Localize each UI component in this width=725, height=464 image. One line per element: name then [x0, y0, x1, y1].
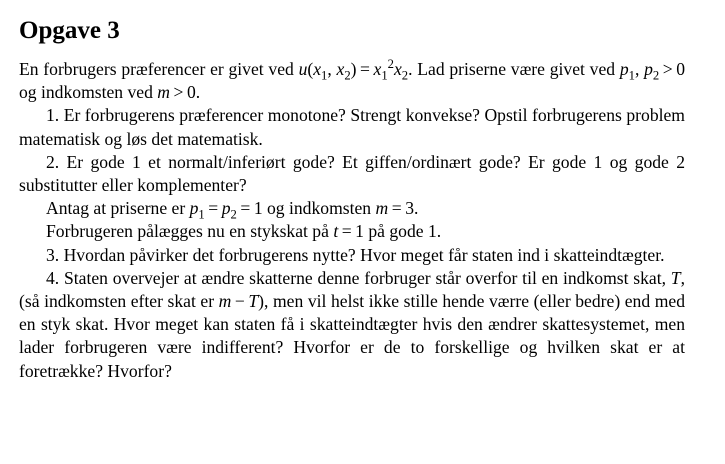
tax-rate: t = 1: [333, 221, 364, 242]
exercise-title: Opgave 3: [19, 17, 120, 44]
intro-text-a: En forbrugers præferencer er givet ved: [19, 59, 299, 79]
question-4-text-a: 4. Staten overvejer at ændre skatterne denne forbruger står overfor til en indkomst skat,: [46, 267, 671, 288]
intro-paragraph: [19, 58, 685, 104]
tax-text-a: Forbrugeren pålægges nu en stykskat på: [46, 221, 334, 242]
assumption-income: m = 3: [375, 198, 414, 219]
utility-formula: $u(x_1$, $x_2) = x_1^2x_2$: [298, 57, 409, 83]
question-4: [19, 267, 685, 383]
intro-text-b: . Lad priserne være givet ved: [408, 59, 620, 79]
tax-symbol: T: [670, 267, 681, 288]
question-1: 1. Er forbrugerens præferencer monotone? Strengt konvekse? Opstil forbrugerens problem matematisk og løs det matematisk.: [19, 105, 685, 149]
assumption-text-c: .: [413, 198, 419, 219]
math-subscript: 2: [230, 207, 237, 222]
prices-condition: $p_1$, $p_2 > 0$: [619, 59, 685, 83]
question-4-text-c: ), men vil helst ikke stille hende værre (eller bedre) end med en styk skat. Hvor meget kan staten få i skatteindtægter hvis den ændrer skattesystemet, men lader forbrugeren være indifferent? Hvorfor er de to forskellige og hvilken skat er at foretrække? Hvorfor?: [19, 291, 685, 381]
assumption-paragraph: [19, 197, 685, 220]
math-subscript: 2: [344, 68, 351, 83]
tax-text-b: på gode 1.: [363, 221, 442, 242]
question-4-text-b: , (så indkomsten efter skat er: [19, 267, 685, 312]
question-3: 3. Hvordan påvirker det forbrugerens nytte? Hvor meget får staten ind i skatteindtægter.: [46, 244, 665, 265]
intro-text-c: og indkomsten ved: [19, 82, 158, 103]
assumption-prices: $p_1 = p_2 = 1$: [189, 198, 263, 222]
math-superscript: 2: [387, 57, 394, 72]
math-subscript: 1: [198, 207, 205, 222]
question-2: 2. Er gode 1 et normalt/inferiørt gode? Et giffen/ordinært gode? Er gode 1 og gode 2 substitutter eller komplementer?: [19, 151, 685, 196]
intro-text-d: .: [195, 82, 201, 103]
math-subscript: 1: [381, 68, 388, 83]
income-condition: m > 0: [157, 82, 196, 103]
exercise-page: [19, 14, 685, 383]
tax-paragraph: [19, 220, 685, 243]
math-subscript: 2: [652, 68, 660, 83]
math-subscript: 1: [321, 68, 328, 83]
assumption-text-a: Antag at priserne er: [46, 198, 190, 219]
after-tax-income: m − T: [218, 291, 259, 312]
math-subscript: 2: [401, 68, 409, 83]
assumption-text-b: og indkomsten: [262, 198, 376, 219]
math-subscript: 1: [628, 68, 635, 83]
